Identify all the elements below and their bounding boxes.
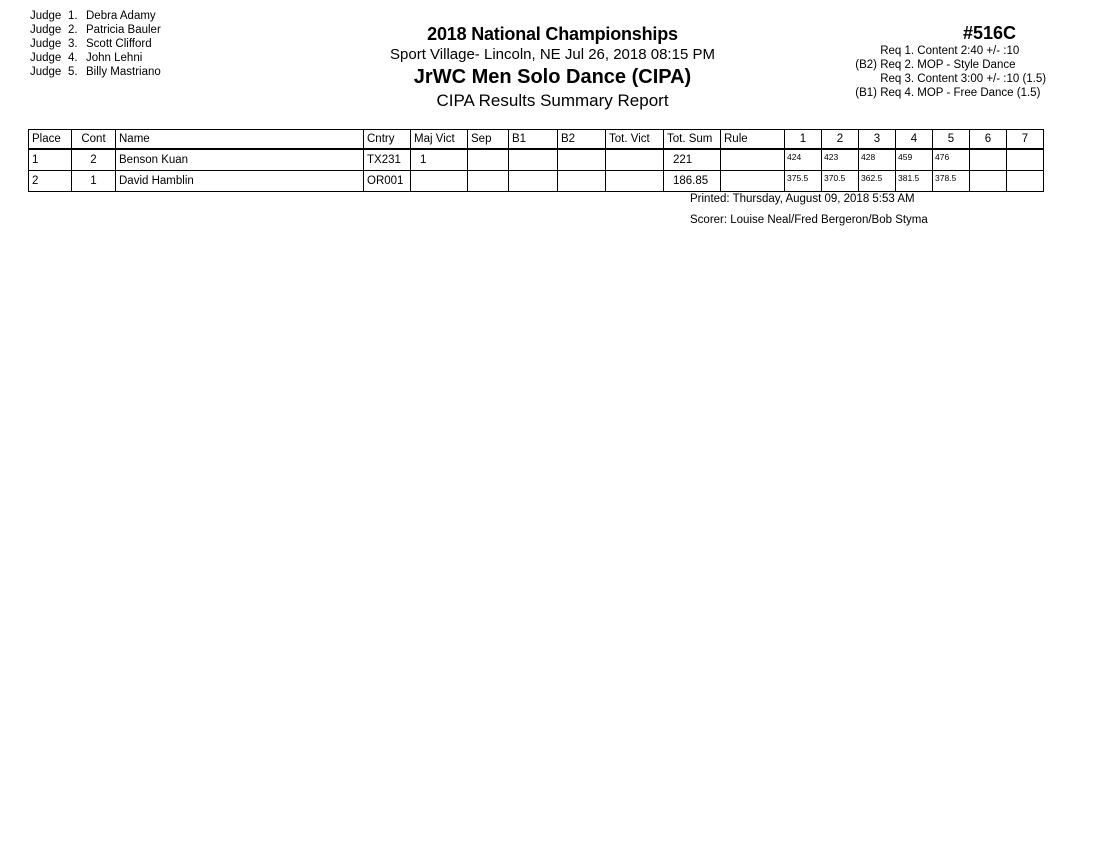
col-header-place: Place [29,130,72,150]
cell-b1 [509,171,558,192]
event-title: JrWC Men Solo Dance (CIPA) [413,66,692,88]
cell-tot-sum: 221 [664,149,721,171]
requirement-prefix: (B1) [855,87,877,99]
col-header-b2: B2 [558,130,606,150]
cell-judge-score: 378.5 [933,171,970,192]
cell-judge-score: 424 [785,149,822,171]
col-header-cont: Cont [72,130,116,150]
cell-judge-score [970,171,1007,192]
col-header-sep: Sep [468,130,509,150]
cell-maj-vict [411,171,468,192]
cell-tot-vict [606,149,664,171]
judge-name: Scott Clifford [86,38,152,50]
results-table [28,129,1044,192]
cell-place: 1 [29,149,72,171]
cell-cntry: OR001 [364,171,411,192]
judge-label: Judge [30,10,62,22]
col-header-judge-3: 3 [859,130,896,150]
scorer-names: Scorer: Louise Neal/Fred Bergeron/Bob Styma [690,214,928,226]
cell-sep [468,149,509,171]
event-number: #516C [963,23,1017,43]
col-header-cntry: Cntry [364,130,411,150]
col-header-b1: B1 [509,130,558,150]
judge-label: Judge [30,24,62,36]
table-row [29,149,1044,171]
printed-timestamp: Printed: Thursday, August 09, 2018 5:53 AM [690,193,915,205]
cell-cntry: TX231 [364,149,411,171]
cell-name: David Hamblin [116,171,364,192]
col-header-maj-vict: Maj Vict [411,130,468,150]
cell-judge-score [970,149,1007,171]
judge-line [30,65,161,79]
requirement-line [830,44,1046,58]
report-title: CIPA Results Summary Report [436,91,669,110]
requirement-line [830,58,1046,72]
judges-list [30,9,161,79]
cell-judge-score: 370.5 [822,171,859,192]
col-header-judge-6: 6 [970,130,1007,150]
requirement-line [830,86,1046,100]
requirement-text: Req 4. MOP - Free Dance (1.5) [880,87,1041,99]
cell-cont: 2 [72,149,116,171]
judge-label: Judge [30,38,62,50]
judge-line [30,23,161,37]
requirements-list [830,44,1046,100]
judge-name: Billy Mastriano [86,66,161,78]
requirement-line [830,72,1046,86]
judge-number: 4. [68,52,78,64]
cell-judge-score [1007,171,1044,192]
judge-number: 2. [68,24,78,36]
table-row [29,171,1044,192]
header-row [29,130,1044,150]
col-header-name: Name [116,130,364,150]
cell-maj-vict: 1 [411,149,468,171]
judge-line [30,37,161,51]
cell-cont: 1 [72,171,116,192]
col-header-judge-7: 7 [1007,130,1044,150]
requirement-text: Req 2. MOP - Style Dance [880,59,1016,71]
cell-rule [721,171,785,192]
cell-judge-score: 381.5 [896,171,933,192]
cell-judge-score [1007,149,1044,171]
judge-line [30,9,161,23]
cell-judge-score: 428 [859,149,896,171]
competition-title: 2018 National Championships [427,24,678,44]
col-header-judge-2: 2 [822,130,859,150]
col-header-judge-1: 1 [785,130,822,150]
judge-line [30,51,161,65]
cell-rule [721,149,785,171]
cell-judge-score: 476 [933,149,970,171]
cell-judge-score: 375.5 [785,171,822,192]
cell-sep [468,171,509,192]
cell-name: Benson Kuan [116,149,364,171]
col-header-tot-sum: Tot. Sum [664,130,721,150]
requirement-text: Req 3. Content 3:00 +/- :10 (1.5) [880,73,1047,85]
cell-judge-score: 423 [822,149,859,171]
requirement-text: Req 1. Content 2:40 +/- :10 [880,45,1020,57]
judge-number: 3. [68,38,78,50]
col-header-judge-5: 5 [933,130,970,150]
judge-name: Patricia Bauler [86,24,161,36]
cell-b1 [509,149,558,171]
cell-tot-sum: 186.85 [664,171,721,192]
judge-name: Debra Adamy [86,10,156,22]
col-header-judge-4: 4 [896,130,933,150]
judge-number: 1. [68,10,78,22]
cell-place: 2 [29,171,72,192]
cell-b2 [558,171,606,192]
col-header-tot-vict: Tot. Vict [606,130,664,150]
judge-number: 5. [68,66,78,78]
cell-b2 [558,149,606,171]
cell-tot-vict [606,171,664,192]
judge-label: Judge [30,52,62,64]
venue-datetime: Sport Village- Lincoln, NE Jul 26, 2018 08:15 PM [390,46,715,63]
judge-label: Judge [30,66,62,78]
report-header [300,23,805,112]
col-header-rule: Rule [721,130,785,150]
judge-name: John Lehni [86,52,143,64]
cell-judge-score: 362.5 [859,171,896,192]
requirement-prefix: (B2) [855,59,877,71]
cell-judge-score: 459 [896,149,933,171]
